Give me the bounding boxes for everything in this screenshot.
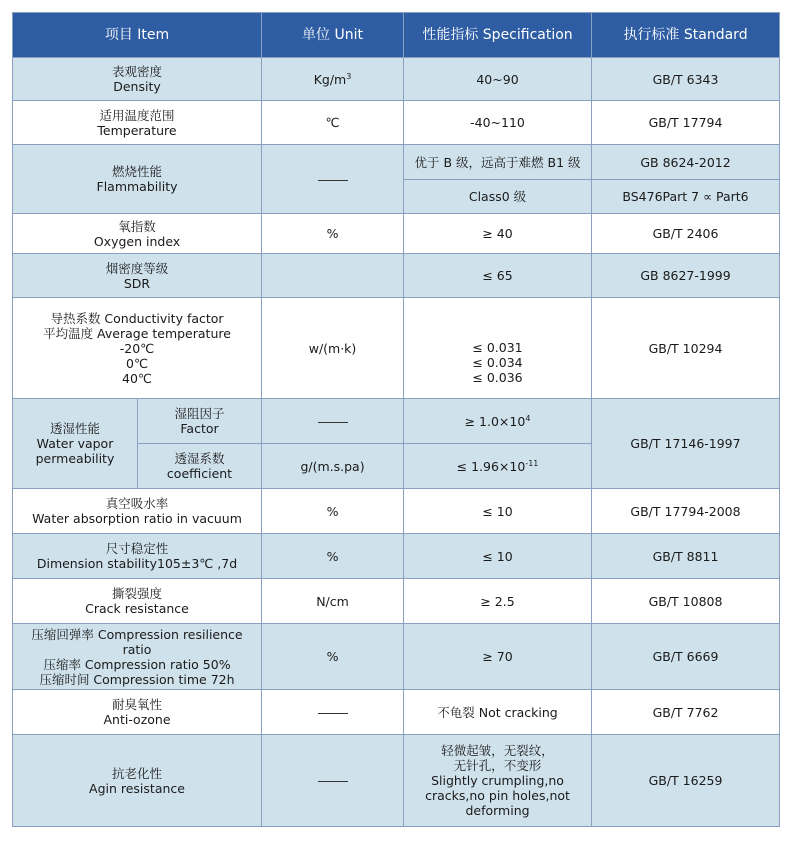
header-item: 项目 Item [13,13,262,58]
standard-cell: GB 8624-2012 [592,145,780,180]
spec-text: ≥ 1.0×10 [464,413,526,429]
unit-cell: g/(m.s.pa) [262,444,404,489]
unit-sup: 3 [346,71,352,81]
item-line: 平均温度 Average temperature [43,325,231,341]
item-cn: 表观密度 [112,64,163,79]
group-cell [13,399,138,489]
item-cell [13,489,262,534]
item-cell [13,214,262,254]
table-row-ozone [13,690,780,735]
standard-cell: GB/T 6669 [592,624,780,690]
unit-cell: % [262,214,404,254]
item-cn: 抗老化性 [112,765,163,781]
item-cell [13,690,262,735]
item-en: SDR [123,275,151,291]
table-row-compression [13,624,780,690]
spec-cell [404,298,592,399]
item-en: Temperature [97,122,177,138]
dash-line [318,180,348,181]
item-cn: 真空吸水率 [105,496,169,511]
item-cn: 撕裂强度 [112,586,163,601]
item-cell [13,101,262,145]
subitem-cn: 湿阻因子 [174,406,225,421]
group-line: permeability [35,451,115,466]
standard-cell: GB 8627-1999 [592,254,780,298]
table-row-water-vapor-factor [13,399,780,444]
unit-cell [262,735,404,827]
standard-cell: GB/T 7762 [592,690,780,735]
spec-cell: ≤ 65 [404,254,592,298]
item-cn: 烟密度等级 [105,260,169,276]
standard-cell: GB/T 8811 [592,534,780,579]
spec-cell: ≤ 10 [404,489,592,534]
table-row-flammability [13,145,780,180]
item-cn: 燃烧性能 [112,164,163,179]
standard-cell: GB/T 2406 [592,214,780,254]
table-row-crack [13,579,780,624]
spec-line: ≤ 0.036 [472,369,523,385]
item-cell [13,145,262,214]
item-cell [13,254,262,298]
dash-line [318,781,348,782]
subitem-en: Factor [180,421,219,436]
spec-line: Slightly crumpling,no [431,773,564,788]
spec-cell [404,399,592,444]
spec-line: 轻微起皱，无裂纹， [441,743,554,758]
table-row-temperature [13,101,780,145]
group-line: 透湿性能 [49,421,100,436]
standard-cell: GB/T 10294 [592,298,780,399]
item-line: 压缩回弹率 Compression resilience ratio [31,626,243,657]
subitem-cn: 透湿系数 [174,451,225,466]
item-cell [13,579,262,624]
group-line: Water vapor [36,436,114,451]
subitem-cell [138,444,262,489]
item-en: Flammability [96,179,178,194]
unit-cell [262,254,404,298]
standard-cell: GB/T 17146-1997 [592,399,780,489]
item-cn: 耐臭氧性 [112,697,163,712]
spec-cell: ≥ 2.5 [404,579,592,624]
table-row-sdr [13,254,780,298]
item-line: 压缩率 Compression ratio 50% [43,656,231,672]
item-line: 导热系数 Conductivity factor [50,310,224,326]
item-en: Water absorption ratio in vacuum [32,511,242,526]
unit-cell: % [262,624,404,690]
item-cell [13,58,262,101]
unit-cell [262,145,404,214]
item-cell [13,534,262,579]
item-en: Oxygen index [93,233,181,249]
item-en: Dimension stability105±3℃ ,7d [36,556,238,571]
spec-table [12,12,780,827]
unit-cell [262,58,404,101]
item-en: Density [113,79,161,94]
spec-table-container [12,12,779,827]
item-cn: 适用温度范围 [99,107,175,123]
table-row-water-absorption [13,489,780,534]
spec-cell: Class0 级 [404,180,592,214]
unit-cell: % [262,489,404,534]
table-row-dimension [13,534,780,579]
subitem-cell [138,399,262,444]
item-en: Agin resistance [89,780,185,796]
header-spec: 性能指标 Specification [404,13,592,58]
table-header-row [13,13,780,58]
item-cn: 氧指数 [118,218,156,234]
spec-sup: -11 [525,458,539,468]
standard-cell: BS476Part 7 ∝ Part6 [592,180,780,214]
standard-cell: GB/T 10808 [592,579,780,624]
item-line: 0℃ [126,355,148,371]
spec-sup: 4 [525,413,531,423]
standard-cell: GB/T 17794-2008 [592,489,780,534]
subitem-en: coefficient [166,466,233,481]
spec-line: ≤ 0.031 [472,339,523,355]
unit-cell [262,399,404,444]
unit-text: Kg/m [313,71,347,87]
item-en: Crack resistance [85,601,189,616]
spec-cell: -40~110 [404,101,592,145]
spec-cell: ≥ 70 [404,624,592,690]
item-line: -20℃ [119,340,155,356]
spec-cell: 不龟裂 Not cracking [404,690,592,735]
spec-cell: 40~90 [404,58,592,101]
item-cell [13,624,262,690]
standard-cell: GB/T 17794 [592,101,780,145]
item-cn: 尺寸稳定性 [105,541,169,556]
item-line: 压缩时间 Compression time 72h [39,671,235,687]
spec-cell: ≤ 10 [404,534,592,579]
spec-cell: ≥ 40 [404,214,592,254]
spec-line: 无针孔，不变形 [453,758,542,773]
item-cell [13,735,262,827]
dash-line [318,422,348,423]
spec-line: deforming [465,803,530,818]
dash-line [318,713,348,714]
unit-cell [262,690,404,735]
header-standard: 执行标准 Standard [592,13,780,58]
unit-cell: N/cm [262,579,404,624]
item-en: Anti-ozone [103,712,171,727]
table-row-aging [13,735,780,827]
spec-cell [404,444,592,489]
spec-line: ≤ 0.034 [472,354,523,370]
header-unit: 单位 Unit [262,13,404,58]
spec-cell [404,735,592,827]
unit-cell: % [262,534,404,579]
table-row-conductivity [13,298,780,399]
unit-cell: w/(m·k) [262,298,404,399]
item-cell [13,298,262,399]
unit-cell: ℃ [262,101,404,145]
item-line: 40℃ [122,370,152,386]
standard-cell: GB/T 6343 [592,58,780,101]
spec-text: ≤ 1.96×10 [456,458,526,474]
spec-line: cracks,no pin holes,not [425,788,570,803]
standard-cell: GB/T 16259 [592,735,780,827]
spec-cell: 优于 B 级，远高于难燃 B1 级 [404,145,592,180]
table-row-oxygen [13,214,780,254]
table-row-density [13,58,780,101]
